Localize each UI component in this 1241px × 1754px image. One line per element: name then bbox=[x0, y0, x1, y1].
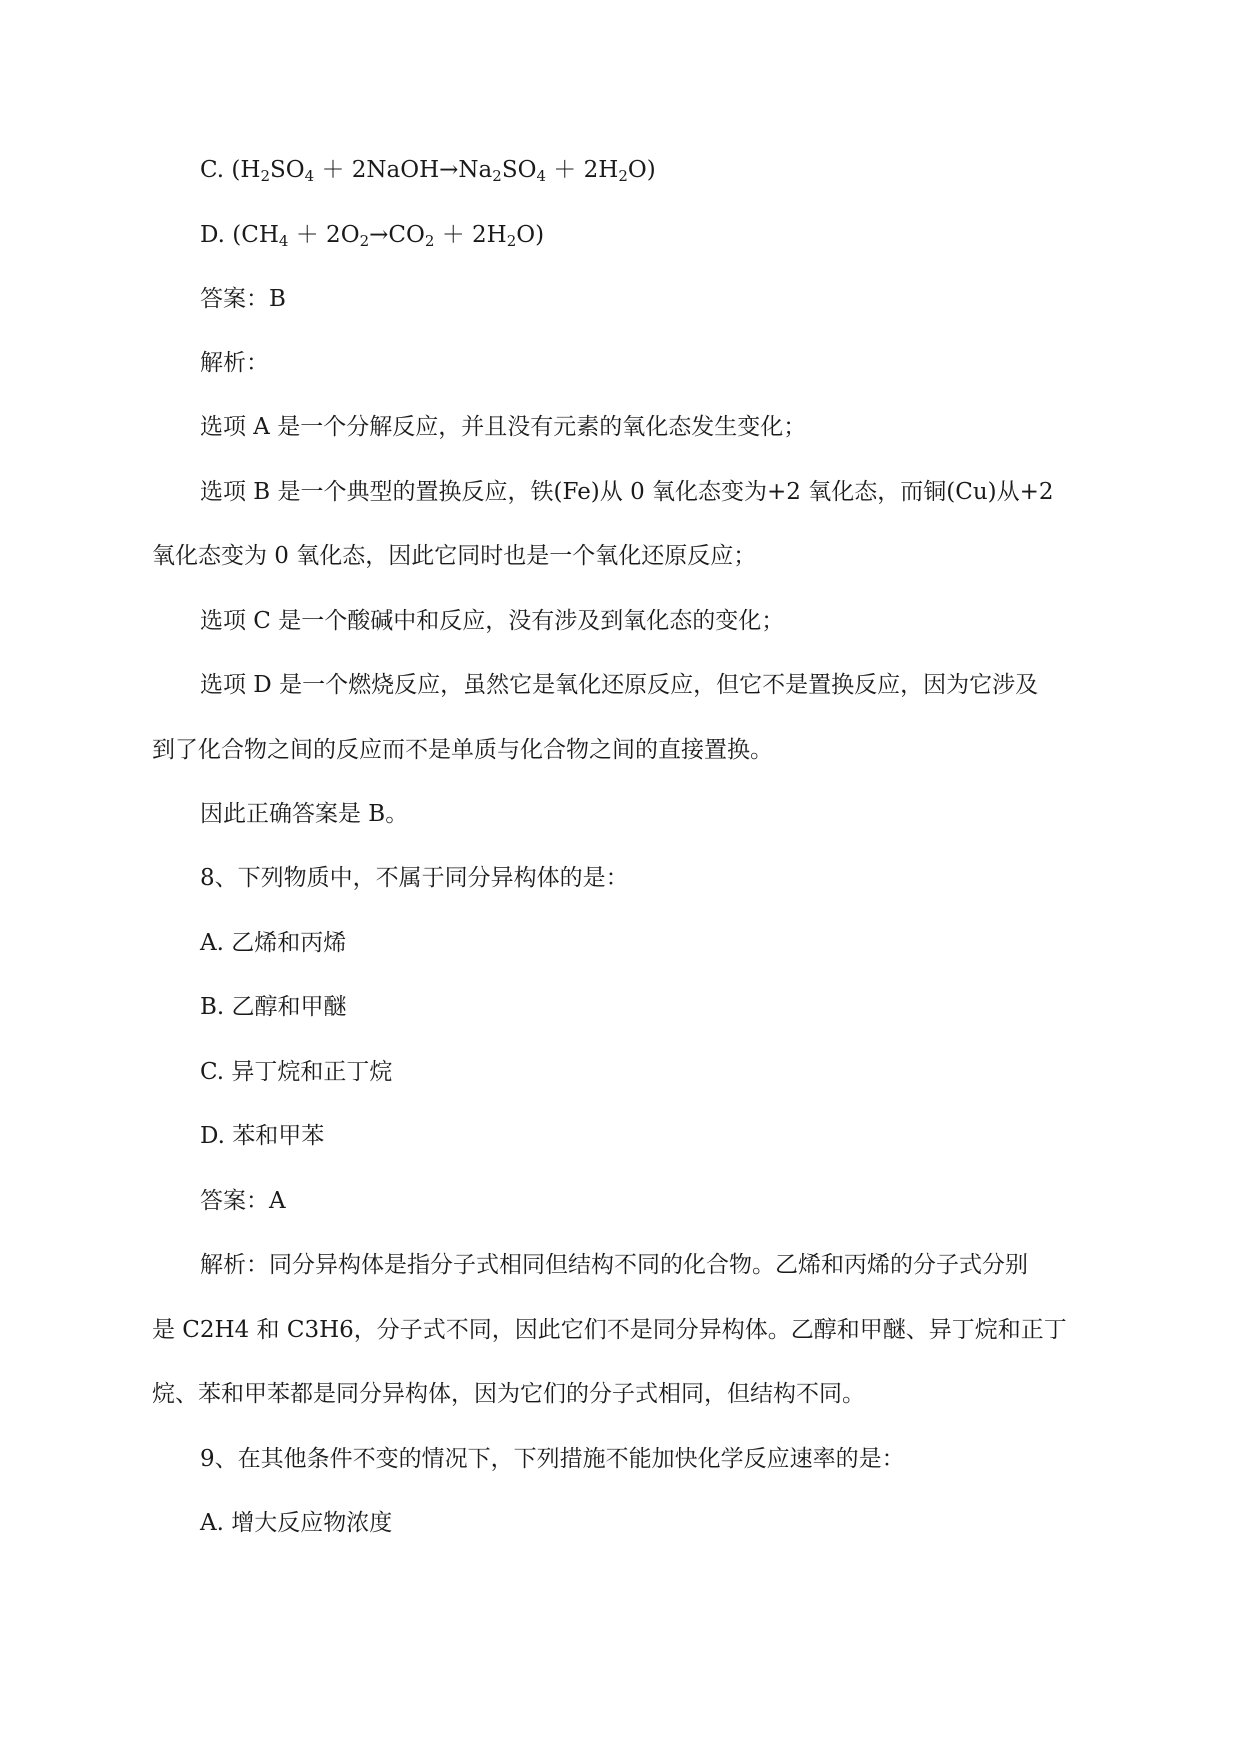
q7-analysis-label: 解析： bbox=[200, 350, 269, 376]
q7-answer: 答案：B bbox=[200, 286, 286, 312]
q8-answer: 答案：A bbox=[200, 1188, 286, 1214]
q9-option-a: A. 增大反应物浓度 bbox=[200, 1510, 393, 1536]
q8-option-d: D. 苯和甲苯 bbox=[200, 1123, 325, 1149]
q8-analysis: 解析：同分异构体是指分子式相同但结构不同的化合物。乙烯和丙烯的分子式分别 bbox=[200, 1252, 1028, 1278]
q8-option-c: C. 异丁烷和正丁烷 bbox=[200, 1059, 393, 1085]
q7-option-a-analysis: 选项 A 是一个分解反应，并且没有元素的氧化态发生变化； bbox=[200, 414, 807, 440]
equation-text: ($H_2SO_4$ ＋ $2NaOH\to Na_2SO_4 + 2H_2O$) bbox=[231, 157, 656, 185]
option-d-prefix: D. bbox=[200, 222, 233, 248]
q8-analysis-cont-2: 烷、苯和甲苯都是同分异构体，因为它们的分子式相同，但结构不同。 bbox=[152, 1381, 865, 1407]
option-c-equation bbox=[200, 155, 656, 185]
option-d-equation bbox=[200, 220, 544, 250]
equation-text: $(CH_4 + 2O_2\to CO_2 + 2H_2O)$ bbox=[232, 222, 545, 250]
q8-analysis-cont-1: 是 C2H4 和 C3H6，分子式不同，因此它们不是同分异构体。乙醇和甲醚、异丁烷和正丁 bbox=[152, 1317, 1067, 1343]
q8-stem: 8、下列物质中，不属于同分异构体的是： bbox=[200, 865, 629, 891]
q7-option-d-analysis-cont: 到了化合物之间的反应而不是单质与化合物之间的直接置换。 bbox=[152, 737, 773, 763]
q8-option-a: A. 乙烯和丙烯 bbox=[200, 930, 347, 956]
q7-option-b-analysis-cont: 氧化态变为 0 氧化态，因此它同时也是一个氧化还原反应； bbox=[152, 543, 757, 569]
q7-option-d-analysis: 选项 D 是一个燃烧反应，虽然它是氧化还原反应，但它不是置换反应，因为它涉及 bbox=[200, 672, 1039, 698]
q7-conclusion: 因此正确答案是 B。 bbox=[200, 801, 409, 827]
option-c-prefix: C. bbox=[200, 157, 232, 183]
q9-stem: 9、在其他条件不变的情况下，下列措施不能加快化学反应速率的是： bbox=[200, 1446, 905, 1472]
q7-option-c-analysis: 选项 C 是一个酸碱中和反应，没有涉及到氧化态的变化； bbox=[200, 608, 785, 634]
q7-option-b-analysis: 选项 B 是一个典型的置换反应，铁(Fe)从 0 氧化态变为+2 氧化态，而铜(Cu)从+2 bbox=[200, 479, 1054, 505]
q8-option-b: B. 乙醇和甲醚 bbox=[200, 994, 347, 1020]
